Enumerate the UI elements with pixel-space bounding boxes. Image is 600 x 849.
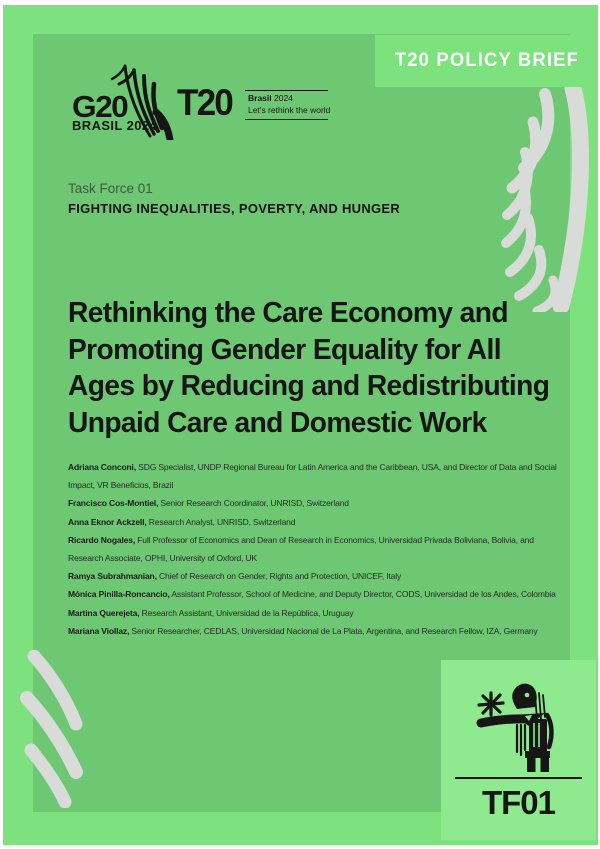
- author-name: Mariana Viollaz,: [68, 625, 130, 636]
- author-line: [68, 549, 557, 567]
- author-line: [68, 494, 557, 512]
- author-name: Ramya Subrahmanian,: [68, 571, 157, 582]
- tf-badge-code: TF01: [481, 784, 556, 821]
- author-role: Senior Research Coordinator, UNRISD, Switzerland: [158, 498, 349, 509]
- author-line: [68, 476, 557, 494]
- g20-logo-subtitle: BRASIL 2024: [72, 118, 158, 133]
- t20-brasil-year: 2024: [271, 93, 293, 103]
- author-line: [68, 458, 557, 476]
- document-title-line: Ages by Reducing and Redistributing: [68, 370, 550, 402]
- t20-logo-rule-bottom: [245, 119, 328, 120]
- pointing-figure-pictograph-icon: [455, 675, 585, 775]
- task-force-title: FIGHTING INEQUALITIES, POVERTY, AND HUNGER: [68, 201, 401, 216]
- author-line: [68, 585, 557, 603]
- author-name: Anna Eknor Ackzell,: [68, 516, 147, 527]
- author-name: Francisco Cos-Montiel,: [68, 498, 159, 509]
- author-line: [68, 567, 557, 585]
- task-force-label: Task Force 01: [68, 181, 153, 196]
- tf-badge-rule: [455, 777, 582, 779]
- document-title: [68, 295, 564, 441]
- author-role: Senior Researcher, CEDLAS, Universidad Nacional de La Plata, Argentina, and Research Fellow, IZA, Germany: [129, 625, 538, 636]
- author-role: SDG Specialist, UNDP Regional Bureau for Latin America and the Caribbean, USA, and Director of Data and Social: [135, 462, 557, 472]
- t20-logo-wordmark: T20: [177, 82, 232, 123]
- author-name: Mónica Pinilla-Roncancio,: [68, 589, 170, 600]
- author-line: [68, 513, 557, 531]
- author-name: Adriana Conconi,: [68, 462, 136, 472]
- t20-logo-tagline: Let's rethink the world: [248, 104, 331, 115]
- t20-brasil-bold: Brasil: [248, 93, 272, 103]
- right-wing-feather-icon: [497, 82, 597, 312]
- author-role: Research Assistant, Universidad de la República, Uruguay: [139, 607, 354, 618]
- document-title-line: Promoting Gender Equality for All: [68, 333, 501, 366]
- g20-logo-wordmark: G20: [72, 89, 128, 124]
- author-line: [68, 622, 557, 640]
- author-line: [68, 531, 557, 549]
- t20-logo-rule-top: [245, 90, 328, 91]
- author-role: Impact, VR Beneficios, Brazil: [68, 480, 174, 491]
- author-role: Research Analyst, UNRISD, Switzerland: [146, 516, 296, 527]
- document-title-line: Rethinking the Care Economy and: [68, 297, 508, 329]
- tf-badge-box: [441, 660, 596, 840]
- author-role: Full Professor of Economics and Dean of Research in Economics, Universidad Privada Boliviana, Bolivia, and: [135, 534, 534, 545]
- author-name: Ricardo Nogales,: [68, 534, 136, 545]
- author-line: [68, 604, 557, 622]
- authors-list: [68, 458, 557, 640]
- author-role: Chief of Research on Gender, Rights and Protection, UNICEF, Italy: [156, 571, 402, 582]
- author-role: Research Associate, OPHI, University of Oxford, UK: [68, 553, 258, 564]
- author-role: Assistant Professor, School of Medicine, and Deputy Director, CODS, Universidad de los Andes, Colombia: [169, 589, 556, 600]
- t20-logo-brasil-line: [248, 93, 293, 103]
- policy-brief-banner: [375, 35, 598, 87]
- author-name: Martina Querejeta,: [68, 607, 140, 618]
- document-title-line: Unpaid Care and Domestic Work: [68, 406, 487, 439]
- bottom-left-feather-icon: [20, 650, 95, 808]
- policy-brief-banner-label: T20 POLICY BRIEF: [394, 50, 579, 71]
